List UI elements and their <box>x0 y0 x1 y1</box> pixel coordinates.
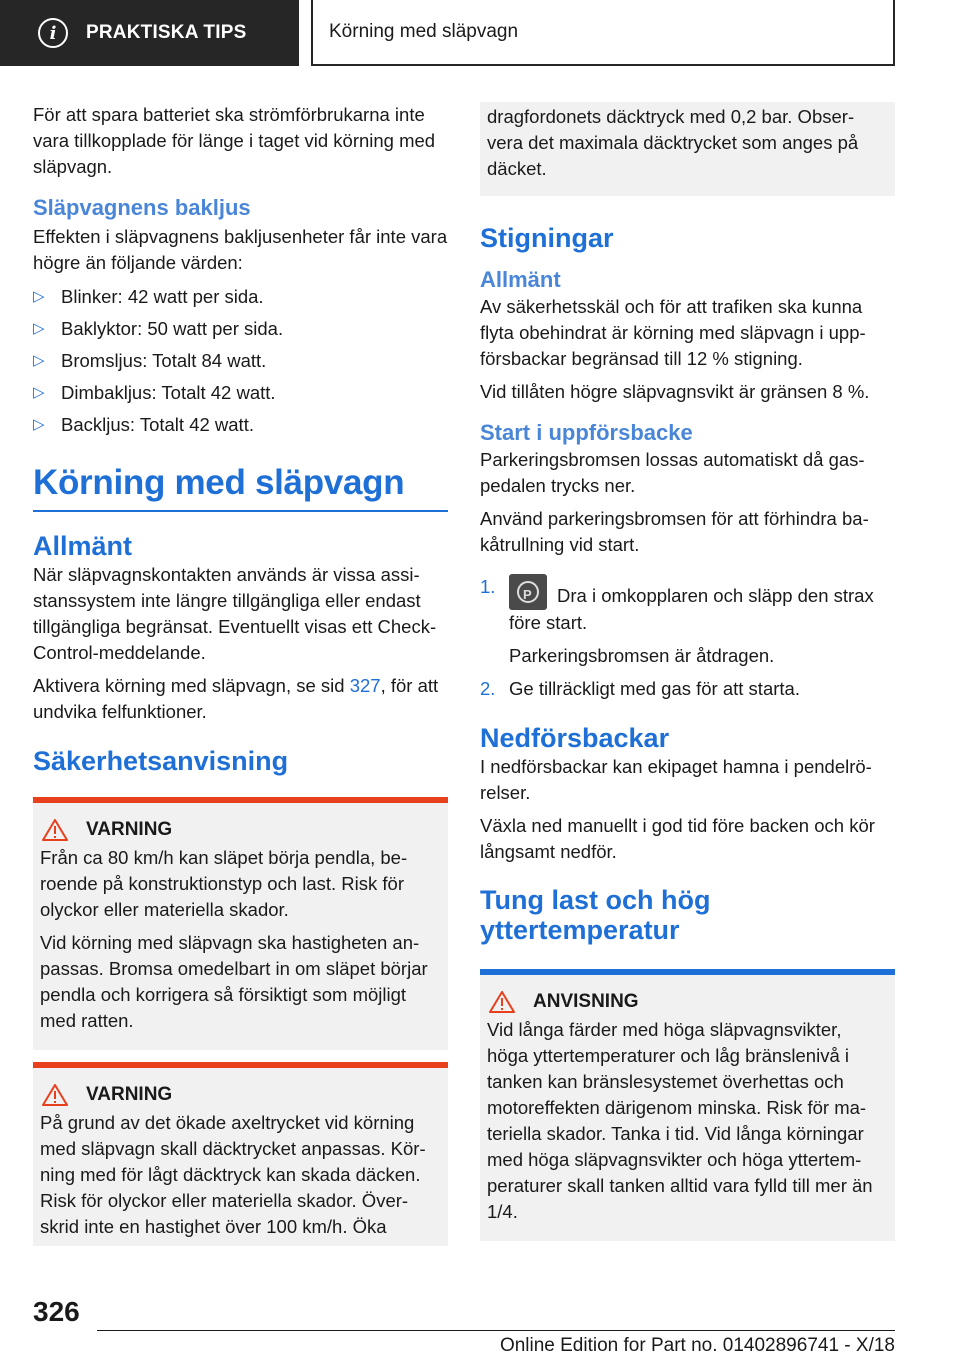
triangle-bullet-icon: ▷ <box>33 416 45 433</box>
slopes-heading: Stigningar <box>480 223 614 253</box>
main-heading: Körning med släpvagn <box>33 462 448 512</box>
warning-box-continued <box>480 102 895 196</box>
warning-triangle-icon <box>42 819 68 841</box>
heavy-load-heading: Tung last och hög yttertemperatur <box>480 885 711 945</box>
slopes-paragraph: Av säkerhetsskäl och för att trafiken ska kunna flyta obehindrat är körning med släpvagn i uppförsbackar begränsad till 12 % stigning. <box>480 296 866 369</box>
list-item: ▷ Bromsljus: Totalt 84 watt. <box>33 348 448 374</box>
list-item: ▷ Dimbakljus: Totalt 42 watt. <box>33 380 448 406</box>
general-heading: Allmänt <box>33 531 133 561</box>
taillights-list <box>33 284 448 438</box>
warning-box <box>33 1062 448 1246</box>
notice-box <box>480 969 895 1241</box>
safety-heading: Säkerhetsanvisning <box>33 746 289 776</box>
list-item: ▷ Blinker: 42 watt per sida. <box>33 284 448 310</box>
uphill-heading: Start i uppförsbacke <box>480 420 693 445</box>
footer-divider <box>97 1330 895 1331</box>
downhill-paragraph: Växla ned manuellt i god tid före backen och kör långsamt nedför. <box>480 815 875 862</box>
parking-brake-icon <box>509 574 547 610</box>
warning-paragraph: dragfordonets däcktryck med 0,2 bar. Observera det maximala däcktrycket som anges på däcket. <box>487 106 859 179</box>
triangle-bullet-icon: ▷ <box>33 384 45 401</box>
slopes-general-heading: Allmänt <box>480 267 561 292</box>
info-icon: i <box>38 18 68 48</box>
warning-triangle-icon <box>489 991 515 1013</box>
page-header <box>0 0 960 66</box>
step-result: Parkeringsbromsen är åtdragen. <box>509 645 775 666</box>
warning-box <box>33 797 448 1050</box>
general-paragraph: När släpvagnskontakten används är vissa assistanssystem inte längre tillgängliga eller endast tillgängliga begränsat. Eventuellt visas ett Check-Control-meddelande. <box>33 564 437 663</box>
footer-edition: Online Edition for Part no. 01402896741 - X/18 <box>499 1335 895 1356</box>
taillights-paragraph: Effekten i släpvagnens bakljusenheter får inte vara högre än följande värden: <box>33 226 448 273</box>
page-link[interactable]: 327 <box>349 675 381 696</box>
steps-list <box>480 574 895 702</box>
uphill-paragraph: Använd parkeringsbromsen för att förhindra bakåtrullning vid start. <box>480 508 869 555</box>
warning-paragraph: På grund av det ökade axeltrycket vid körning med släpvagn skall däcktrycket anpassas. Körning med för lågt däcktryck kan skada däcken. Risk för olyckor eller materiella skador. Överskrid inte en hastighet över 100 km/h. Öka <box>40 1112 426 1237</box>
triangle-bullet-icon: ▷ <box>33 288 45 305</box>
triangle-bullet-icon: ▷ <box>33 352 45 369</box>
intro-paragraph: För att spara batteriet ska strömförbrukarna inte vara tillkopplade för länge i taget vid körning med släpvagn. <box>33 104 436 177</box>
uphill-paragraph: Parkeringsbromsen lossas automatiskt då gaspedalen trycks ner. <box>480 449 865 496</box>
taillights-heading: Släpvagnens bakljus <box>33 195 251 220</box>
page-number: 326 <box>33 1296 80 1327</box>
warning-paragraph: Från ca 80 km/h kan släpet börja pendla, beroende på konstruktionstyp och last. Risk för olyckor eller materiella skador. <box>40 847 408 920</box>
section-title: PRAKTISKA TIPS <box>86 22 247 43</box>
notice-title: ANVISNING <box>487 991 881 1013</box>
notice-paragraph: Vid långa färder med höga släpvagnsvikter, höga yttertemperaturer och låg bränslenivå i tanken kan bränslesystemet överhettas och motoreffekten därigenom minska. Risk för materiella skador. Tanka i tid. Vid långa körningar med höga släpvagnsvikter och höga yttertemperaturer skall tanken alltid vara fylld till mer än 1/4. <box>487 1019 873 1222</box>
chapter-title: Körning med släpvagn <box>329 21 519 42</box>
downhill-heading: Nedförsbackar <box>480 723 670 753</box>
slopes-paragraph: Vid tillåten högre släpvagnsvikt är gränsen 8 %. <box>480 381 870 402</box>
warning-paragraph: Vid körning med släpvagn ska hastigheten anpassas. Bromsa omedelbart in om släpet börjar pendla och korrigera så försiktigt som möjligt med ratten. <box>40 932 428 1031</box>
left-column <box>33 102 448 1246</box>
warning-title: VARNING <box>40 1084 434 1106</box>
warning-triangle-icon <box>42 1084 68 1106</box>
section-tab <box>0 0 299 66</box>
triangle-bullet-icon: ▷ <box>33 320 45 337</box>
list-item: 1. P Dra i omkopplaren och släpp den strax före start. Parkeringsbromsen är åtdragen. <box>480 574 895 669</box>
list-item: 2. Ge tillräckligt med gas för att starta. <box>480 678 800 699</box>
right-column <box>480 102 895 1241</box>
warning-title: VARNING <box>40 819 434 841</box>
list-item: ▷ Backljus: Totalt 42 watt. <box>33 412 448 438</box>
downhill-paragraph: I nedförsbackar kan ekipaget hamna i pendelrörelser. <box>480 756 872 803</box>
activate-paragraph: Aktivera körning med släpvagn, se sid 327, för att undvika felfunktioner. <box>33 675 439 722</box>
chapter-tab <box>311 0 895 66</box>
list-item: ▷ Baklyktor: 50 watt per sida. <box>33 316 448 342</box>
